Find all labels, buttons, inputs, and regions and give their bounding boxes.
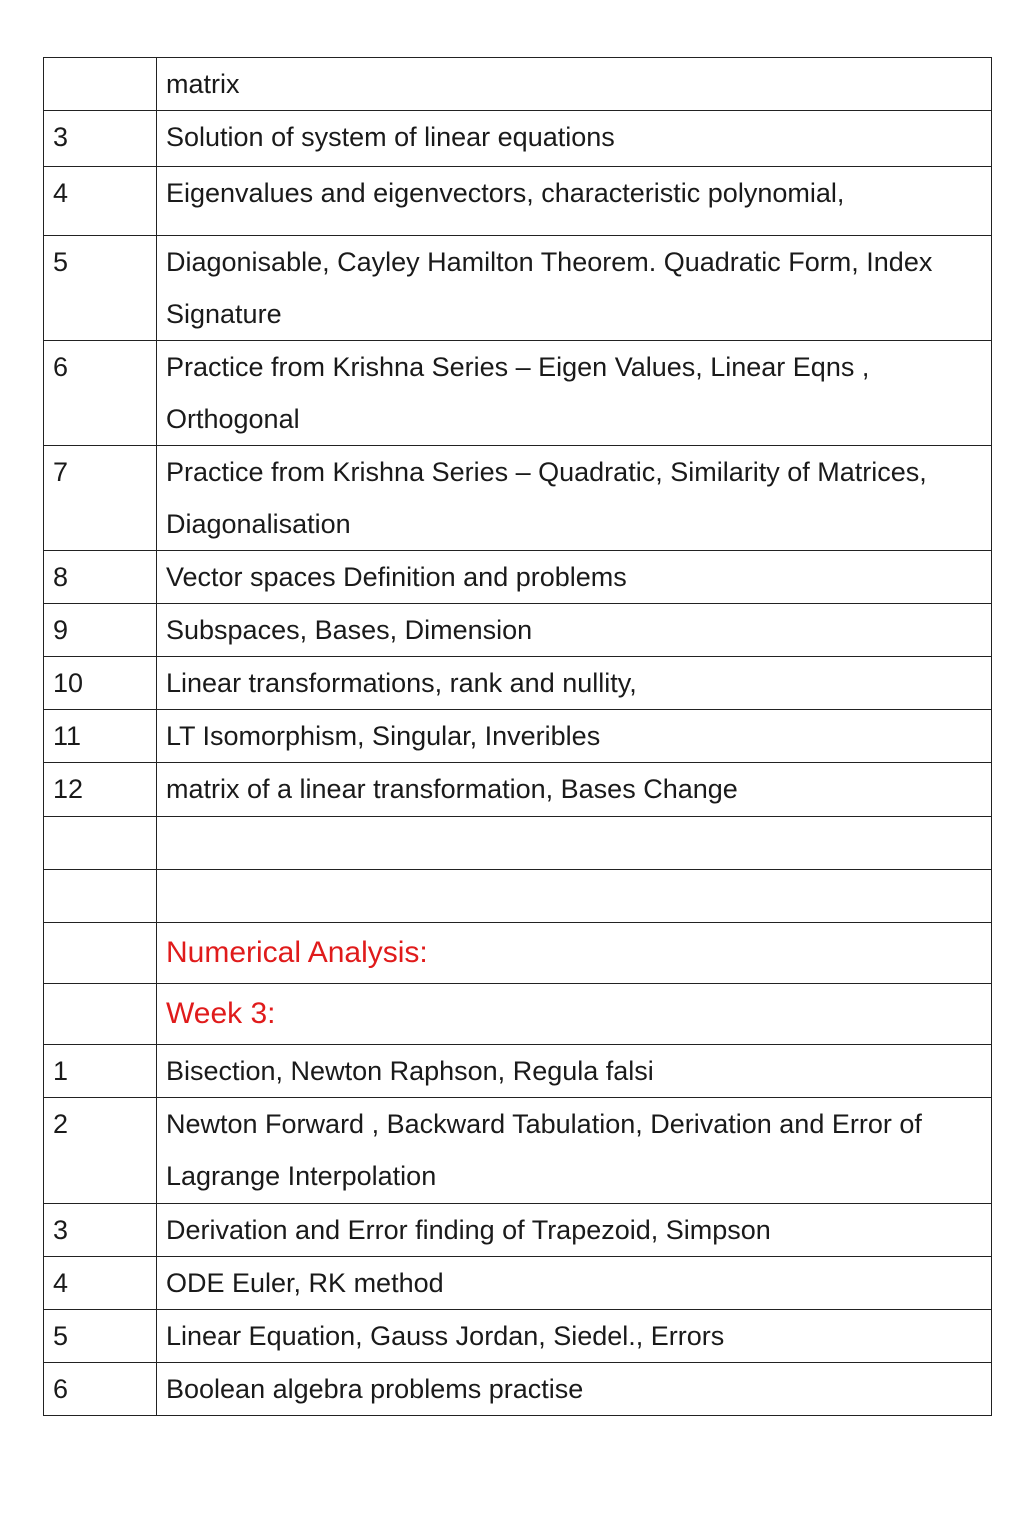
topic-text: matrix bbox=[166, 69, 240, 99]
topic-text: Boolean algebra problems practise bbox=[166, 1374, 584, 1404]
topic-cell bbox=[157, 817, 992, 870]
topic-text: Derivation and Error finding of Trapezoid, Simpson bbox=[166, 1215, 771, 1245]
row-number: 3 bbox=[53, 122, 69, 152]
table-row bbox=[44, 167, 992, 236]
table-row bbox=[44, 236, 992, 341]
table-row bbox=[44, 1098, 992, 1204]
topic-cell bbox=[157, 341, 992, 446]
row-number: 6 bbox=[53, 1374, 69, 1404]
table-row bbox=[44, 604, 992, 657]
topic-cell bbox=[157, 710, 992, 763]
topic-text: Practice from Krishna Series – Eigen Values, Linear Eqns , Orthogonal bbox=[166, 352, 870, 434]
row-number-cell bbox=[44, 1098, 157, 1204]
row-number: 5 bbox=[53, 247, 69, 277]
row-number-cell bbox=[44, 58, 157, 111]
table-row bbox=[44, 111, 992, 167]
table-row bbox=[44, 58, 992, 111]
topic-cell bbox=[157, 1310, 992, 1363]
syllabus-table bbox=[43, 57, 992, 1416]
row-number-cell bbox=[44, 446, 157, 551]
row-number: 10 bbox=[53, 668, 84, 698]
table-row bbox=[44, 763, 992, 817]
table-row bbox=[44, 870, 992, 923]
topic-cell bbox=[157, 446, 992, 551]
topic-cell bbox=[157, 604, 992, 657]
topic-cell bbox=[157, 870, 992, 923]
table-row bbox=[44, 551, 992, 604]
row-number-cell bbox=[44, 657, 157, 710]
table-row bbox=[44, 1310, 992, 1363]
row-number-cell bbox=[44, 763, 157, 817]
table-row bbox=[44, 1257, 992, 1310]
row-number-cell bbox=[44, 1204, 157, 1257]
row-number-cell bbox=[44, 551, 157, 604]
topic-cell bbox=[157, 923, 992, 984]
table-row bbox=[44, 657, 992, 710]
row-number-cell bbox=[44, 236, 157, 341]
table-row bbox=[44, 341, 992, 446]
row-number: 8 bbox=[53, 562, 69, 592]
topic-cell bbox=[157, 58, 992, 111]
topic-cell bbox=[157, 763, 992, 817]
row-number: 4 bbox=[53, 1268, 69, 1298]
topic-text: LT Isomorphism, Singular, Inveribles bbox=[166, 721, 601, 751]
topic-text: Vector spaces Definition and problems bbox=[166, 562, 627, 592]
row-number: 5 bbox=[53, 1321, 69, 1351]
table-row bbox=[44, 984, 992, 1045]
row-number-cell bbox=[44, 1257, 157, 1310]
table-row bbox=[44, 710, 992, 763]
topic-cell bbox=[157, 111, 992, 167]
table-row bbox=[44, 446, 992, 551]
topic-text: Eigenvalues and eigenvectors, characteristic polynomial, bbox=[166, 178, 845, 208]
row-number-cell bbox=[44, 1045, 157, 1098]
topic-cell bbox=[157, 1257, 992, 1310]
row-number: 1 bbox=[53, 1056, 69, 1086]
row-number: 3 bbox=[53, 1215, 69, 1245]
row-number: 6 bbox=[53, 352, 69, 382]
row-number: 12 bbox=[53, 774, 84, 804]
topic-cell bbox=[157, 236, 992, 341]
section-heading: Week 3: bbox=[166, 997, 276, 1030]
row-number-cell bbox=[44, 984, 157, 1045]
row-number: 9 bbox=[53, 615, 69, 645]
row-number: 2 bbox=[53, 1109, 69, 1139]
row-number-cell bbox=[44, 1363, 157, 1416]
topic-cell bbox=[157, 1098, 992, 1204]
table-row bbox=[44, 1204, 992, 1257]
topic-cell bbox=[157, 551, 992, 604]
row-number-cell bbox=[44, 710, 157, 763]
topic-cell bbox=[157, 1204, 992, 1257]
topic-cell bbox=[157, 167, 992, 236]
topic-text: Linear Equation, Gauss Jordan, Siedel., Errors bbox=[166, 1321, 725, 1351]
table-row bbox=[44, 1363, 992, 1416]
topic-text: ODE Euler, RK method bbox=[166, 1268, 444, 1298]
topic-text: Bisection, Newton Raphson, Regula falsi bbox=[166, 1056, 654, 1086]
table-row bbox=[44, 1045, 992, 1098]
table-row bbox=[44, 817, 992, 870]
section-heading: Numerical Analysis: bbox=[166, 936, 428, 969]
row-number-cell bbox=[44, 167, 157, 236]
row-number-cell bbox=[44, 923, 157, 984]
topic-text: Linear transformations, rank and nullity, bbox=[166, 668, 637, 698]
row-number-cell bbox=[44, 1310, 157, 1363]
topic-text: matrix of a linear transformation, Bases Change bbox=[166, 774, 738, 804]
table-row bbox=[44, 923, 992, 984]
topic-text: Solution of system of linear equations bbox=[166, 122, 615, 152]
row-number-cell bbox=[44, 111, 157, 167]
row-number-cell bbox=[44, 341, 157, 446]
row-number-cell bbox=[44, 817, 157, 870]
row-number: 11 bbox=[53, 721, 82, 751]
syllabus-table-body bbox=[44, 58, 992, 1416]
row-number: 7 bbox=[53, 457, 69, 487]
topic-text: Diagonisable, Cayley Hamilton Theorem. Quadratic Form, Index Signature bbox=[166, 247, 933, 329]
topic-text: Newton Forward , Backward Tabulation, Derivation and Error of Lagrange Interpolation bbox=[166, 1109, 922, 1191]
topic-text: Subspaces, Bases, Dimension bbox=[166, 615, 533, 645]
topic-cell bbox=[157, 657, 992, 710]
topic-cell bbox=[157, 1045, 992, 1098]
topic-text: Practice from Krishna Series – Quadratic, Similarity of Matrices, Diagonalisation bbox=[166, 457, 927, 539]
row-number-cell bbox=[44, 604, 157, 657]
row-number-cell bbox=[44, 870, 157, 923]
topic-cell bbox=[157, 1363, 992, 1416]
topic-cell bbox=[157, 984, 992, 1045]
row-number: 4 bbox=[53, 178, 69, 208]
